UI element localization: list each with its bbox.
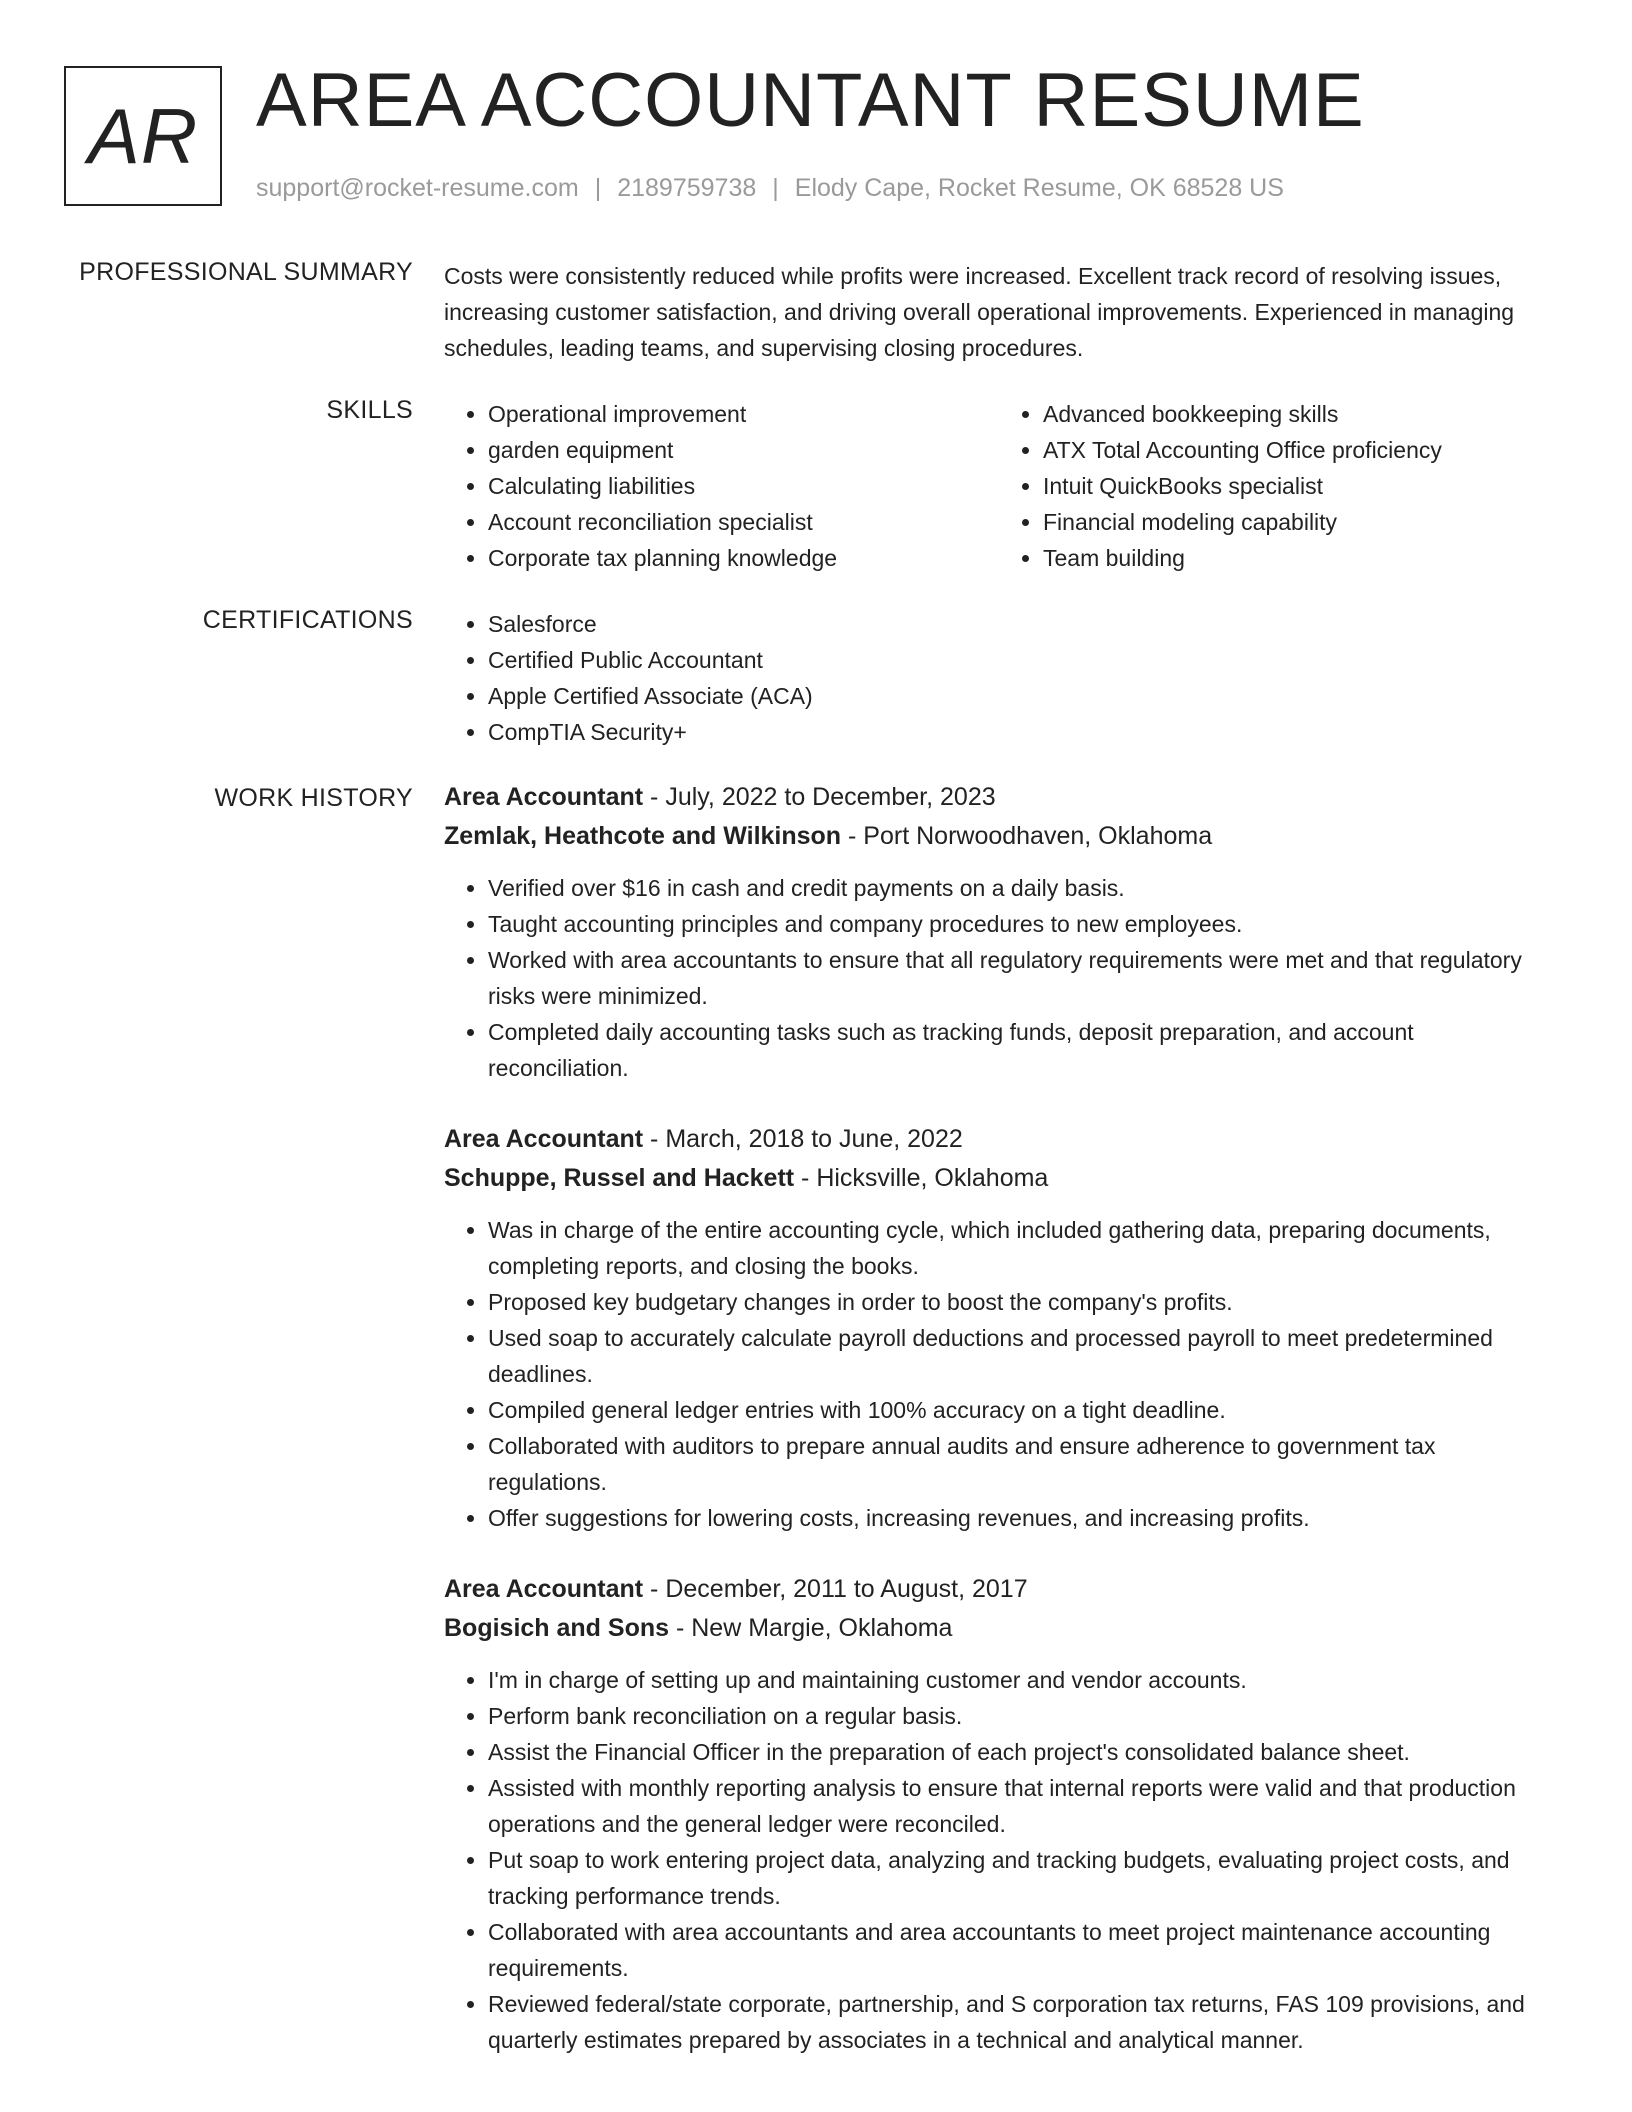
job-bullet: • Collaborated with area accountants and area accountants to meet project maintenance accounting requirements. xyxy=(488,1914,1554,1986)
job-title-line xyxy=(444,778,1554,817)
job-bullet: • Assist the Financial Officer in the preparation of each project's consolidated balance sheet. xyxy=(488,1734,1554,1770)
summary-text: Costs were consistently reduced while profits were increased. Excellent track record of resolving issues, increasing customer satisfaction, and driving overall operational improvements. Experienced in managing schedules, leading teams, and supervising closing procedures. xyxy=(444,263,1515,361)
certification-item: • Salesforce xyxy=(488,606,1554,642)
skills-grid xyxy=(444,396,1554,576)
certification-item: • Apple Certified Associate (ACA) xyxy=(488,678,1554,714)
job-title-line xyxy=(444,1120,1554,1159)
job-bullet: • Proposed key budgetary changes in order to boost the company's profits. xyxy=(488,1284,1554,1320)
job-company: Zemlak, Heathcote and Wilkinson xyxy=(444,822,842,850)
resume-title: AREA ACCOUNTANT RESUME xyxy=(256,58,1365,143)
skill-item: • Corporate tax planning knowledge xyxy=(488,540,999,576)
job-bullet: • Offer suggestions for lowering costs, increasing revenues, and increasing profits. xyxy=(488,1500,1554,1536)
job-company-line xyxy=(444,817,1554,856)
job-bullets xyxy=(444,1662,1554,2058)
job-location: - New Margie, Oklahoma xyxy=(669,1614,953,1642)
job-bullet: • Taught accounting principles and company procedures to new employees. xyxy=(488,906,1554,942)
job-location: - Hicksville, Oklahoma xyxy=(794,1164,1049,1192)
section-label-certifications: CERTIFICATIONS xyxy=(202,606,413,634)
job-company: Schuppe, Russel and Hackett xyxy=(444,1164,795,1192)
section-label-work-history: WORK HISTORY xyxy=(214,784,413,812)
certification-item: • Certified Public Accountant xyxy=(488,642,1554,678)
job-entry xyxy=(444,1570,1554,2058)
job-entry xyxy=(444,1120,1554,1536)
contact-separator: | xyxy=(772,174,779,202)
job-bullet: • Put soap to work entering project data, analyzing and tracking budgets, evaluating project costs, and tracking performance trends. xyxy=(488,1842,1554,1914)
section-label-skills: SKILLS xyxy=(326,396,413,424)
job-title: Area Accountant xyxy=(444,1125,644,1153)
job-bullet: • Used soap to accurately calculate payroll deductions and processed payroll to meet predetermined deadlines. xyxy=(488,1320,1554,1392)
job-dates: - July, 2022 to December, 2023 xyxy=(643,783,996,811)
skill-item: • Calculating liabilities xyxy=(488,468,999,504)
job-bullets xyxy=(444,870,1554,1086)
job-bullet: • Collaborated with auditors to prepare annual audits and ensure adherence to government tax regulations. xyxy=(488,1428,1554,1500)
job-title-line xyxy=(444,1570,1554,1609)
job-bullet: • Compiled general ledger entries with 100% accuracy on a tight deadline. xyxy=(488,1392,1554,1428)
job-bullet: • Assisted with monthly reporting analysis to ensure that internal reports were valid and that production operations and the general ledger were reconciled. xyxy=(488,1770,1554,1842)
skill-item: • garden equipment xyxy=(488,432,999,468)
contact-separator: | xyxy=(594,174,602,202)
job-bullet: • Reviewed federal/state corporate, partnership, and S corporation tax returns, FAS 109 provisions, and quarterly estimates prepared by associates in a technical and analytical manner. xyxy=(488,1986,1554,2058)
contact-line xyxy=(256,174,1284,203)
job-dates: - March, 2018 to June, 2022 xyxy=(643,1125,963,1153)
job-company-line xyxy=(444,1159,1554,1198)
job-bullet: • I'm in charge of setting up and maintaining customer and vendor accounts. xyxy=(488,1662,1554,1698)
skill-item: • Intuit QuickBooks specialist xyxy=(1043,468,1554,504)
job-location: - Port Norwoodhaven, Oklahoma xyxy=(841,822,1213,850)
job-company-line xyxy=(444,1609,1554,1648)
skill-item: • Team building xyxy=(1043,540,1554,576)
contact-phone: 2189759738 xyxy=(617,174,757,202)
job-bullet: • Completed daily accounting tasks such as tracking funds, deposit preparation, and account reconciliation. xyxy=(488,1014,1554,1086)
contact-address: Elody Cape, Rocket Resume, OK 68528 US xyxy=(794,174,1284,202)
job-title: Area Accountant xyxy=(444,783,644,811)
job-bullet: • Verified over $16 in cash and credit payments on a daily basis. xyxy=(488,870,1554,906)
job-entry xyxy=(444,778,1554,1086)
monogram-logo: AR xyxy=(64,66,222,206)
contact-email: support@rocket-resume.com xyxy=(256,174,579,202)
skill-item: • Account reconciliation specialist xyxy=(488,504,999,540)
job-dates: - December, 2011 to August, 2017 xyxy=(643,1575,1028,1603)
skill-item: • Financial modeling capability xyxy=(1043,504,1554,540)
skills-list-left xyxy=(444,396,999,576)
job-company: Bogisich and Sons xyxy=(444,1614,670,1642)
skill-item: • ATX Total Accounting Office proficiency xyxy=(1043,432,1554,468)
skills-list-right xyxy=(999,396,1554,576)
section-label-summary: PROFESSIONAL SUMMARY xyxy=(79,258,413,286)
skill-item: • Advanced bookkeeping skills xyxy=(1043,396,1554,432)
job-bullet: • Perform bank reconciliation on a regular basis. xyxy=(488,1698,1554,1734)
job-bullet: • Was in charge of the entire accounting cycle, which included gathering data, preparing documents, completing reports, and closing the books. xyxy=(488,1212,1554,1284)
certification-item: • CompTIA Security+ xyxy=(488,714,1554,750)
job-bullet: • Worked with area accountants to ensure that all regulatory requirements were met and that regulatory risks were minimized. xyxy=(488,942,1554,1014)
job-title: Area Accountant xyxy=(444,1575,644,1603)
certifications-list xyxy=(444,606,1554,750)
skill-item: • Operational improvement xyxy=(488,396,999,432)
job-bullets xyxy=(444,1212,1554,1536)
